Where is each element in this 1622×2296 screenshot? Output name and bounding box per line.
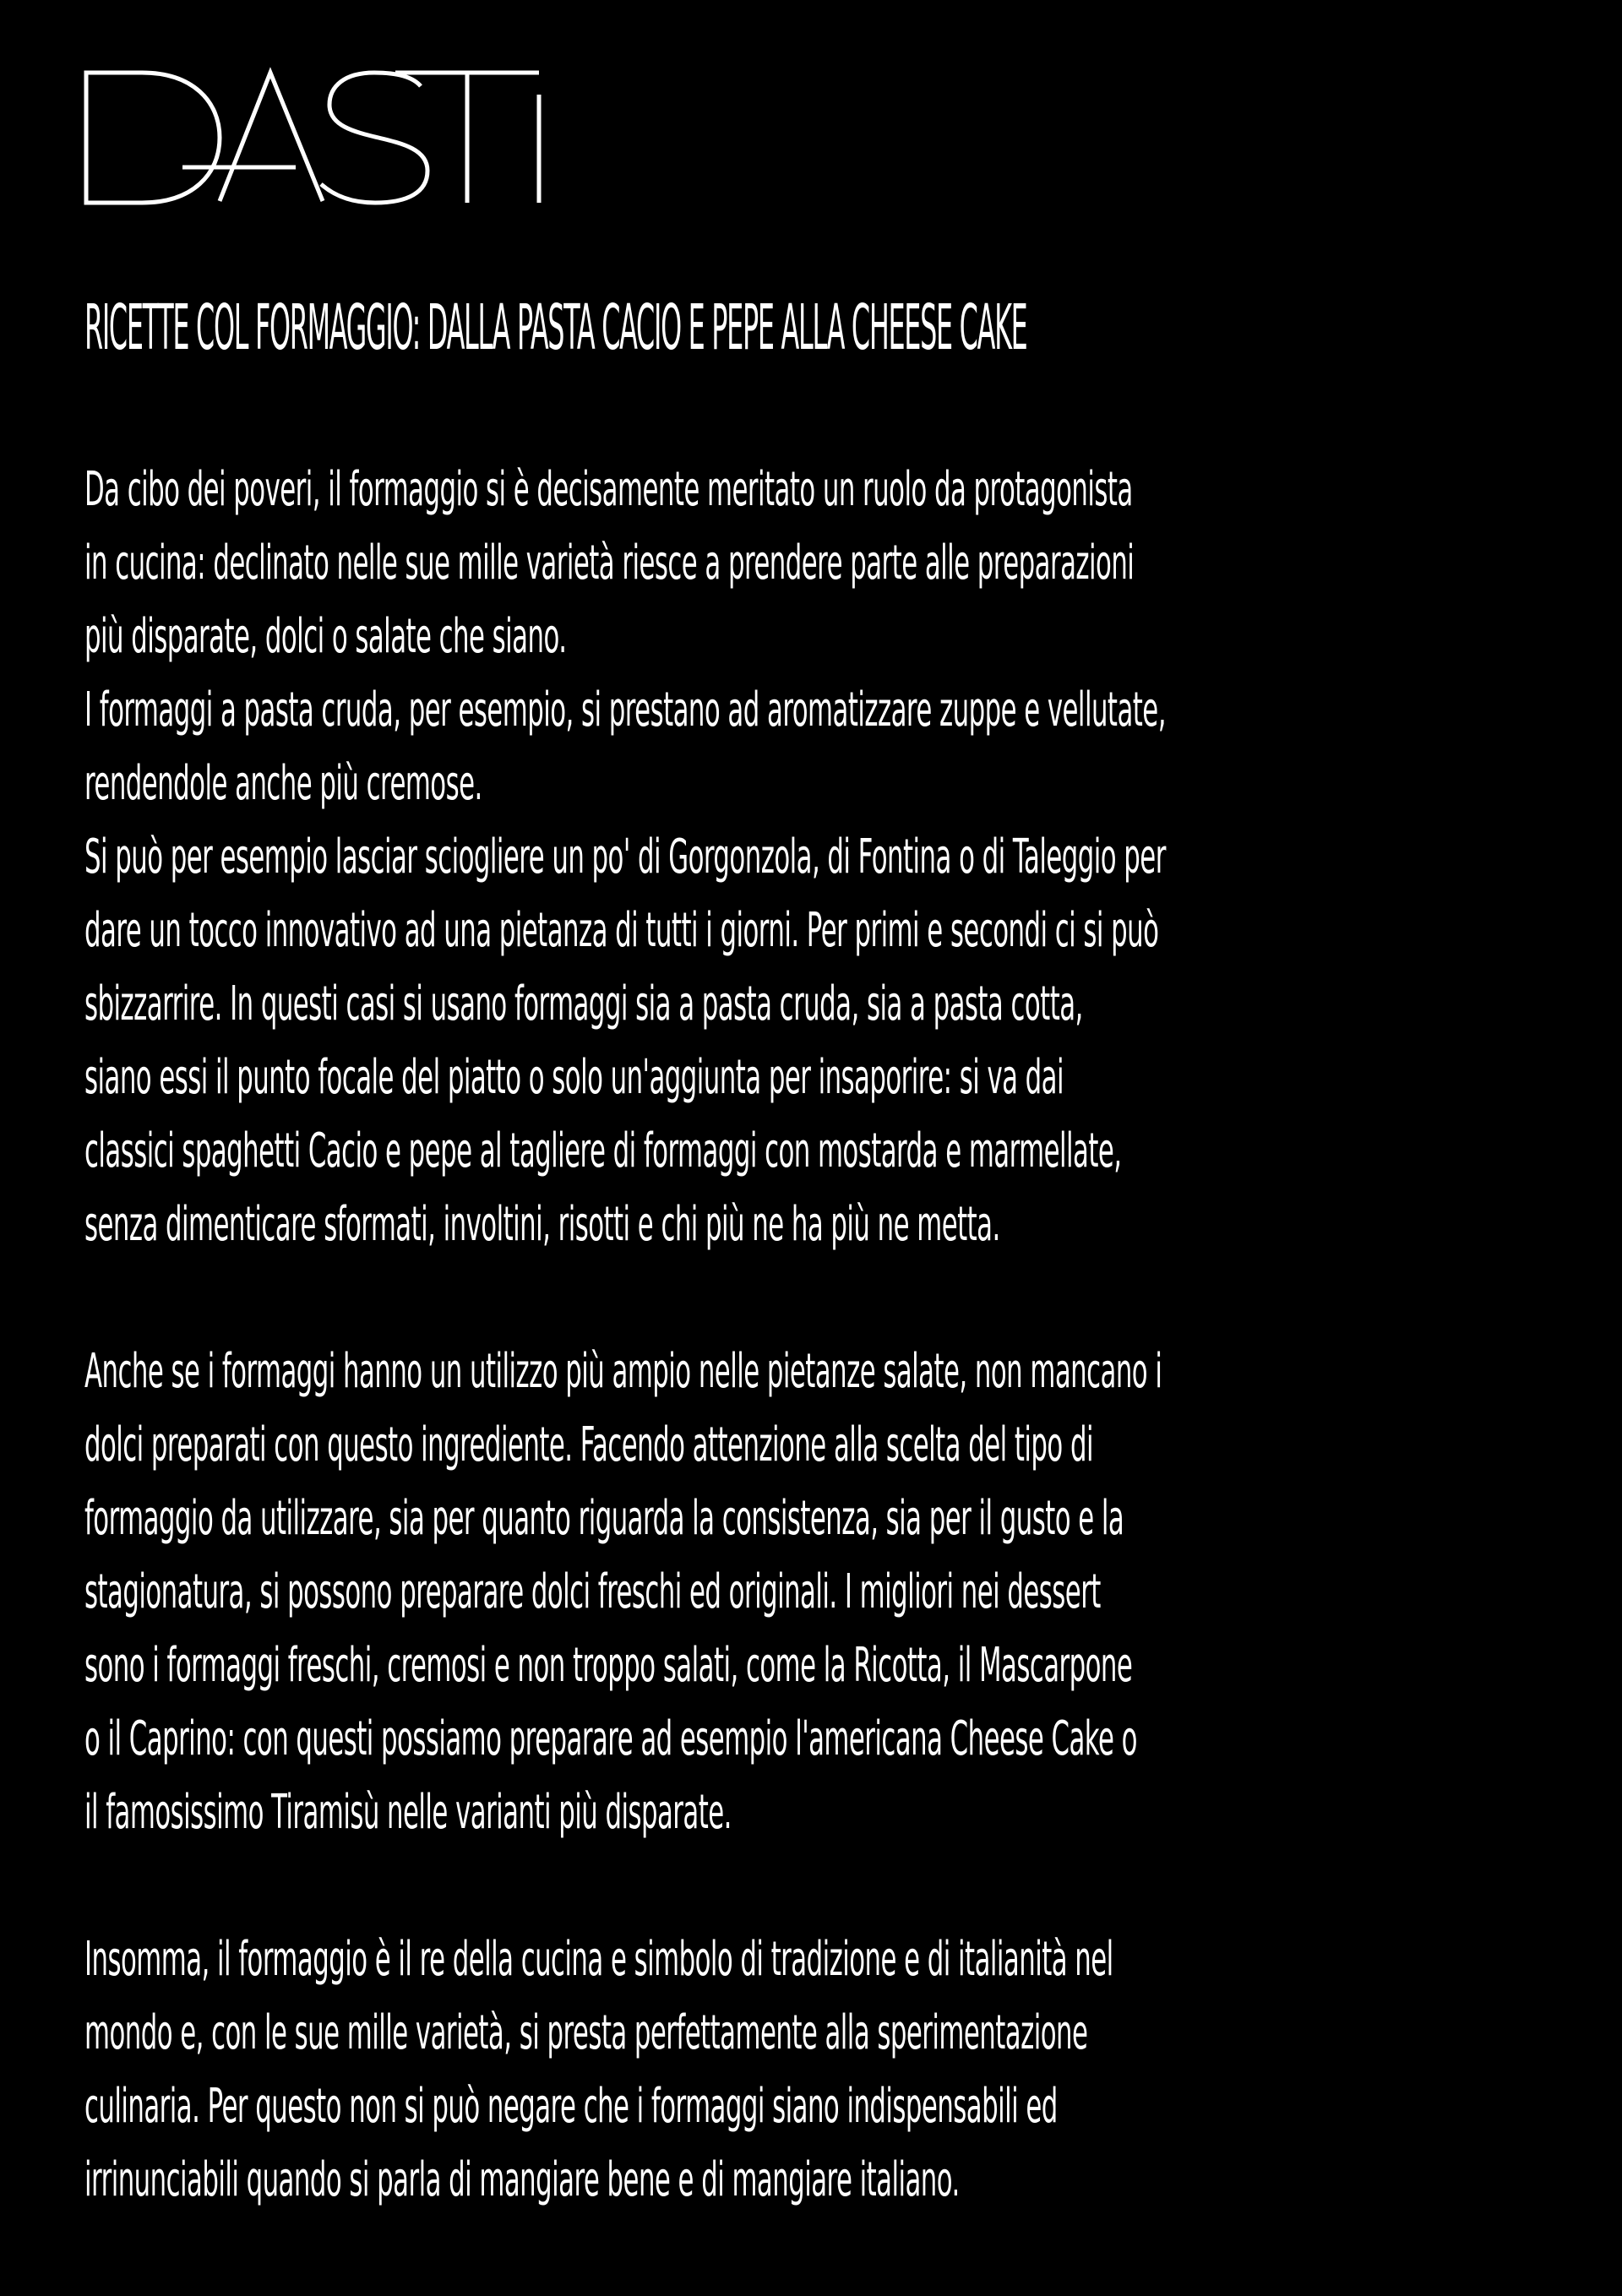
paragraph-gap — [84, 1849, 1538, 1923]
paragraph-line: stagionatura, si possono preparare dolci freschi ed originali. I migliori nei dessert — [84, 1564, 1101, 1619]
paragraph-line: sbizzarrire. In questi casi si usano formaggi sia a pasta cruda, sia a pasta cotta, — [84, 977, 1083, 1031]
article-paragraph — [84, 1335, 1538, 1849]
brand-name: DASTI — [83, 66, 85, 67]
paragraph-line: formaggio da utilizzare, sia per quanto riguarda la consistenza, sia per il gusto e la — [84, 1491, 1124, 1546]
paragraph-line: Insomma, il formaggio è il re della cucina e simbolo di tradizione e di italianità nel — [84, 1932, 1113, 1987]
paragraph-line: Anche se i formaggi hanno un utilizzo più ampio nelle pietanze salate, non mancano i — [84, 1344, 1162, 1399]
article-paragraph — [84, 453, 1538, 1261]
paragraph-line: rendendole anche più cremose. — [84, 756, 482, 811]
paragraph-line: Si può per esempio lasciar sciogliere un po' di Gorgonzola, di Fontina o di Taleggio per — [84, 830, 1166, 884]
paragraph-line: irrinunciabili quando si parla di mangiare bene e di mangiare italiano. — [84, 2152, 960, 2207]
paragraph-line: culinaria. Per questo non si può negare che i formaggi siano indispensabili ed — [84, 2079, 1058, 2134]
paragraph-line: sono i formaggi freschi, cremosi e non troppo salati, come la Ricotta, il Mascarpone — [84, 1638, 1133, 1693]
article-paragraph — [84, 1923, 1538, 2217]
dasti-logo-mark — [83, 66, 556, 209]
paragraph-line: mondo e, con le sue mille varietà, si presta perfettamente alla sperimentazione — [84, 2005, 1088, 2060]
paragraph-line: siano essi il punto focale del piatto o solo un'aggiunta per insaporire: si va dai — [84, 1050, 1064, 1105]
paragraph-line: dolci preparati con questo ingrediente. Facendo attenzione alla scelta del tipo di — [84, 1417, 1093, 1472]
paragraph-line: dare un tocco innovativo ad una pietanza di tutti i giorni. Per primi e secondi ci si può — [84, 903, 1159, 958]
paragraph-line: classici spaghetti Cacio e pepe al tagliere di formaggi con mostarda e marmellate, — [84, 1124, 1122, 1178]
paragraph-line: I formaggi a pasta cruda, per esempio, si prestano ad aromatizzare zuppe e vellutate, — [84, 683, 1166, 737]
paragraph-line: in cucina: declinato nelle sue mille varietà riesce a prendere parte alle preparazioni — [84, 536, 1135, 590]
article-body — [84, 453, 1538, 2217]
paragraph-line: o il Caprino: con questi possiamo preparare ad esempio l'americana Cheese Cake o — [84, 1711, 1137, 1766]
paragraph-line: più disparate, dolci o salate che siano. — [84, 609, 567, 664]
brand-logo — [83, 66, 556, 209]
paragraph-line: senza dimenticare sformati, involtini, risotti e chi più ne ha più ne metta. — [84, 1197, 1000, 1252]
paragraph-gap — [84, 1261, 1538, 1335]
paragraph-line: Da cibo dei poveri, il formaggio si è decisamente meritato un ruolo da protagonista — [84, 462, 1133, 517]
paragraph-line: il famosissimo Tiramisù nelle varianti più disparate. — [84, 1785, 732, 1840]
article-title: RICETTE COL FORMAGGIO: DALLA PASTA CACIO E PEPE ALLA CHEESE CAKE — [84, 291, 1027, 364]
